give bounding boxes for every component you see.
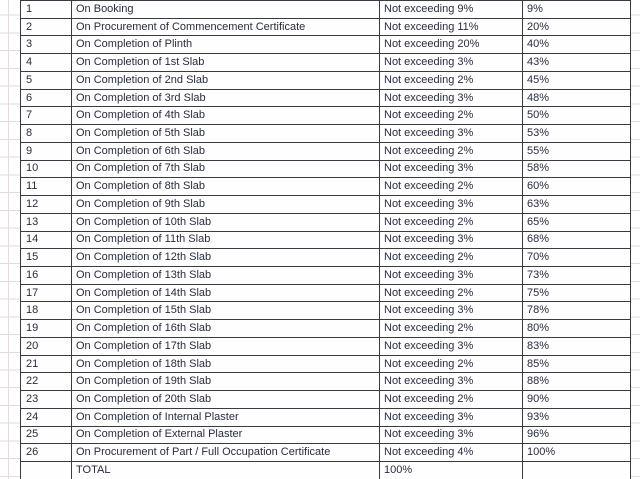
milestone-cell[interactable]: On Completion of 8th Slab: [72, 178, 380, 196]
milestone-cell[interactable]: On Completion of 13th Slab: [72, 267, 380, 285]
cumulative-cell[interactable]: 93%: [523, 408, 631, 426]
row-number-cell[interactable]: 4: [21, 54, 72, 72]
table-row: [21, 408, 631, 426]
milestone-cell[interactable]: On Completion of 19th Slab: [72, 373, 380, 391]
table-row: [21, 18, 631, 36]
milestone-cell[interactable]: On Procurement of Commencement Certificate: [72, 18, 380, 36]
row-number-cell[interactable]: [21, 462, 72, 479]
cumulative-cell[interactable]: 70%: [523, 249, 631, 267]
row-number-cell[interactable]: 7: [21, 107, 72, 125]
cumulative-cell[interactable]: 58%: [523, 160, 631, 178]
limit-cell[interactable]: Not exceeding 3%: [380, 125, 523, 143]
milestone-cell[interactable]: On Completion of Plinth: [72, 36, 380, 54]
limit-cell[interactable]: Not exceeding 2%: [380, 71, 523, 89]
table-row: [21, 426, 631, 444]
cumulative-cell[interactable]: 73%: [523, 267, 631, 285]
table-row: [21, 160, 631, 178]
row-number-cell[interactable]: 18: [21, 302, 72, 320]
milestone-cell[interactable]: On Completion of Internal Plaster: [72, 408, 380, 426]
cumulative-cell[interactable]: 50%: [523, 107, 631, 125]
row-number-cell[interactable]: 11: [21, 178, 72, 196]
limit-cell[interactable]: Not exceeding 9%: [380, 1, 523, 19]
sheet-gridline-vertical: [8, 0, 9, 479]
table-row: [21, 231, 631, 249]
row-number-cell[interactable]: 3: [21, 36, 72, 54]
cumulative-cell[interactable]: 63%: [523, 196, 631, 214]
cumulative-cell[interactable]: 96%: [523, 426, 631, 444]
row-number-cell[interactable]: 13: [21, 213, 72, 231]
cumulative-cell[interactable]: 75%: [523, 284, 631, 302]
milestone-cell[interactable]: On Completion of 9th Slab: [72, 196, 380, 214]
row-number-cell[interactable]: 15: [21, 249, 72, 267]
limit-cell[interactable]: Not exceeding 3%: [380, 373, 523, 391]
milestone-cell[interactable]: On Completion of 12th Slab: [72, 249, 380, 267]
table-row: [21, 391, 631, 409]
cumulative-cell[interactable]: 80%: [523, 320, 631, 338]
row-number-cell[interactable]: 23: [21, 391, 72, 409]
cumulative-cell[interactable]: 90%: [523, 391, 631, 409]
limit-cell[interactable]: 100%: [380, 462, 523, 479]
table-row: [21, 284, 631, 302]
limit-cell[interactable]: Not exceeding 2%: [380, 284, 523, 302]
table-row: [21, 462, 631, 479]
table-row: [21, 36, 631, 54]
cumulative-cell[interactable]: 85%: [523, 355, 631, 373]
cumulative-cell[interactable]: 55%: [523, 142, 631, 160]
milestone-cell[interactable]: On Completion of 18th Slab: [72, 355, 380, 373]
limit-cell[interactable]: Not exceeding 3%: [380, 89, 523, 107]
cumulative-cell[interactable]: 60%: [523, 178, 631, 196]
row-number-cell[interactable]: 25: [21, 426, 72, 444]
limit-cell[interactable]: Not exceeding 3%: [380, 267, 523, 285]
milestone-cell[interactable]: TOTAL: [72, 462, 380, 479]
milestone-cell[interactable]: On Completion of 10th Slab: [72, 213, 380, 231]
milestone-cell[interactable]: On Completion of 16th Slab: [72, 320, 380, 338]
cumulative-cell[interactable]: 100%: [523, 444, 631, 462]
row-number-cell[interactable]: 12: [21, 196, 72, 214]
milestone-cell[interactable]: On Completion of 20th Slab: [72, 391, 380, 409]
cumulative-cell[interactable]: 65%: [523, 213, 631, 231]
limit-cell[interactable]: Not exceeding 11%: [380, 18, 523, 36]
table-row: [21, 302, 631, 320]
cumulative-cell[interactable]: 48%: [523, 89, 631, 107]
limit-cell[interactable]: Not exceeding 2%: [380, 213, 523, 231]
limit-cell[interactable]: Not exceeding 3%: [380, 426, 523, 444]
payment-schedule-body: [21, 1, 631, 479]
limit-cell[interactable]: Not exceeding 2%: [380, 249, 523, 267]
cumulative-cell[interactable]: 20%: [523, 18, 631, 36]
limit-cell[interactable]: Not exceeding 4%: [380, 444, 523, 462]
limit-cell[interactable]: Not exceeding 2%: [380, 391, 523, 409]
table-row: [21, 178, 631, 196]
milestone-cell[interactable]: On Completion of 3rd Slab: [72, 89, 380, 107]
row-number-cell[interactable]: 22: [21, 373, 72, 391]
cumulative-cell[interactable]: 88%: [523, 373, 631, 391]
cumulative-cell[interactable]: 40%: [523, 36, 631, 54]
table-row: [21, 142, 631, 160]
limit-cell[interactable]: Not exceeding 3%: [380, 231, 523, 249]
table-row: [21, 267, 631, 285]
table-row: [21, 337, 631, 355]
row-number-cell[interactable]: 8: [21, 125, 72, 143]
row-number-cell[interactable]: 2: [21, 18, 72, 36]
milestone-cell[interactable]: On Completion of 11th Slab: [72, 231, 380, 249]
limit-cell[interactable]: Not exceeding 2%: [380, 178, 523, 196]
sheet-margin-right: [630, 0, 640, 479]
table-row: [21, 444, 631, 462]
limit-cell[interactable]: Not exceeding 2%: [380, 107, 523, 125]
milestone-cell[interactable]: On Completion of 6th Slab: [72, 142, 380, 160]
limit-cell[interactable]: Not exceeding 3%: [380, 196, 523, 214]
cumulative-cell[interactable]: 68%: [523, 231, 631, 249]
table-row: [21, 249, 631, 267]
cumulative-cell[interactable]: 9%: [523, 1, 631, 19]
table-row: [21, 355, 631, 373]
limit-cell[interactable]: Not exceeding 3%: [380, 160, 523, 178]
row-number-cell[interactable]: 20: [21, 337, 72, 355]
milestone-cell[interactable]: On Completion of 2nd Slab: [72, 71, 380, 89]
row-number-cell[interactable]: 1: [21, 1, 72, 19]
limit-cell[interactable]: Not exceeding 2%: [380, 320, 523, 338]
row-number-cell[interactable]: 10: [21, 160, 72, 178]
milestone-cell[interactable]: On Completion of 5th Slab: [72, 125, 380, 143]
limit-cell[interactable]: Not exceeding 3%: [380, 408, 523, 426]
milestone-cell[interactable]: On Completion of 15th Slab: [72, 302, 380, 320]
row-number-cell[interactable]: 17: [21, 284, 72, 302]
milestone-cell[interactable]: On Procurement of Part / Full Occupation Certificate: [72, 444, 380, 462]
milestone-cell[interactable]: On Completion of 17th Slab: [72, 337, 380, 355]
row-number-cell[interactable]: 14: [21, 231, 72, 249]
row-number-cell[interactable]: 5: [21, 71, 72, 89]
table-row: [21, 89, 631, 107]
table-row: [21, 107, 631, 125]
table-row: [21, 196, 631, 214]
milestone-cell[interactable]: On Completion of External Plaster: [72, 426, 380, 444]
milestone-cell[interactable]: On Booking: [72, 1, 380, 19]
row-number-cell[interactable]: 6: [21, 89, 72, 107]
milestone-cell[interactable]: On Completion of 14th Slab: [72, 284, 380, 302]
table-row: [21, 54, 631, 72]
table-row: [21, 1, 631, 19]
table-row: [21, 71, 631, 89]
limit-cell[interactable]: Not exceeding 3%: [380, 337, 523, 355]
table-row: [21, 125, 631, 143]
limit-cell[interactable]: Not exceeding 3%: [380, 302, 523, 320]
cumulative-cell[interactable]: 78%: [523, 302, 631, 320]
row-number-cell[interactable]: 16: [21, 267, 72, 285]
sheet-margin-left: [0, 0, 20, 479]
table-row: [21, 373, 631, 391]
milestone-cell[interactable]: On Completion of 1st Slab: [72, 54, 380, 72]
row-number-cell[interactable]: 21: [21, 355, 72, 373]
limit-cell[interactable]: Not exceeding 3%: [380, 54, 523, 72]
table-row: [21, 320, 631, 338]
payment-schedule-table: [20, 0, 631, 479]
limit-cell[interactable]: Not exceeding 20%: [380, 36, 523, 54]
limit-cell[interactable]: Not exceeding 2%: [380, 142, 523, 160]
cumulative-cell[interactable]: 43%: [523, 54, 631, 72]
cumulative-cell[interactable]: [523, 462, 631, 479]
row-number-cell[interactable]: 26: [21, 444, 72, 462]
cumulative-cell[interactable]: 45%: [523, 71, 631, 89]
row-number-cell[interactable]: 9: [21, 142, 72, 160]
milestone-cell[interactable]: On Completion of 4th Slab: [72, 107, 380, 125]
cumulative-cell[interactable]: 83%: [523, 337, 631, 355]
limit-cell[interactable]: Not exceeding 2%: [380, 355, 523, 373]
cumulative-cell[interactable]: 53%: [523, 125, 631, 143]
milestone-cell[interactable]: On Completion of 7th Slab: [72, 160, 380, 178]
row-number-cell[interactable]: 19: [21, 320, 72, 338]
table-row: [21, 213, 631, 231]
row-number-cell[interactable]: 24: [21, 408, 72, 426]
